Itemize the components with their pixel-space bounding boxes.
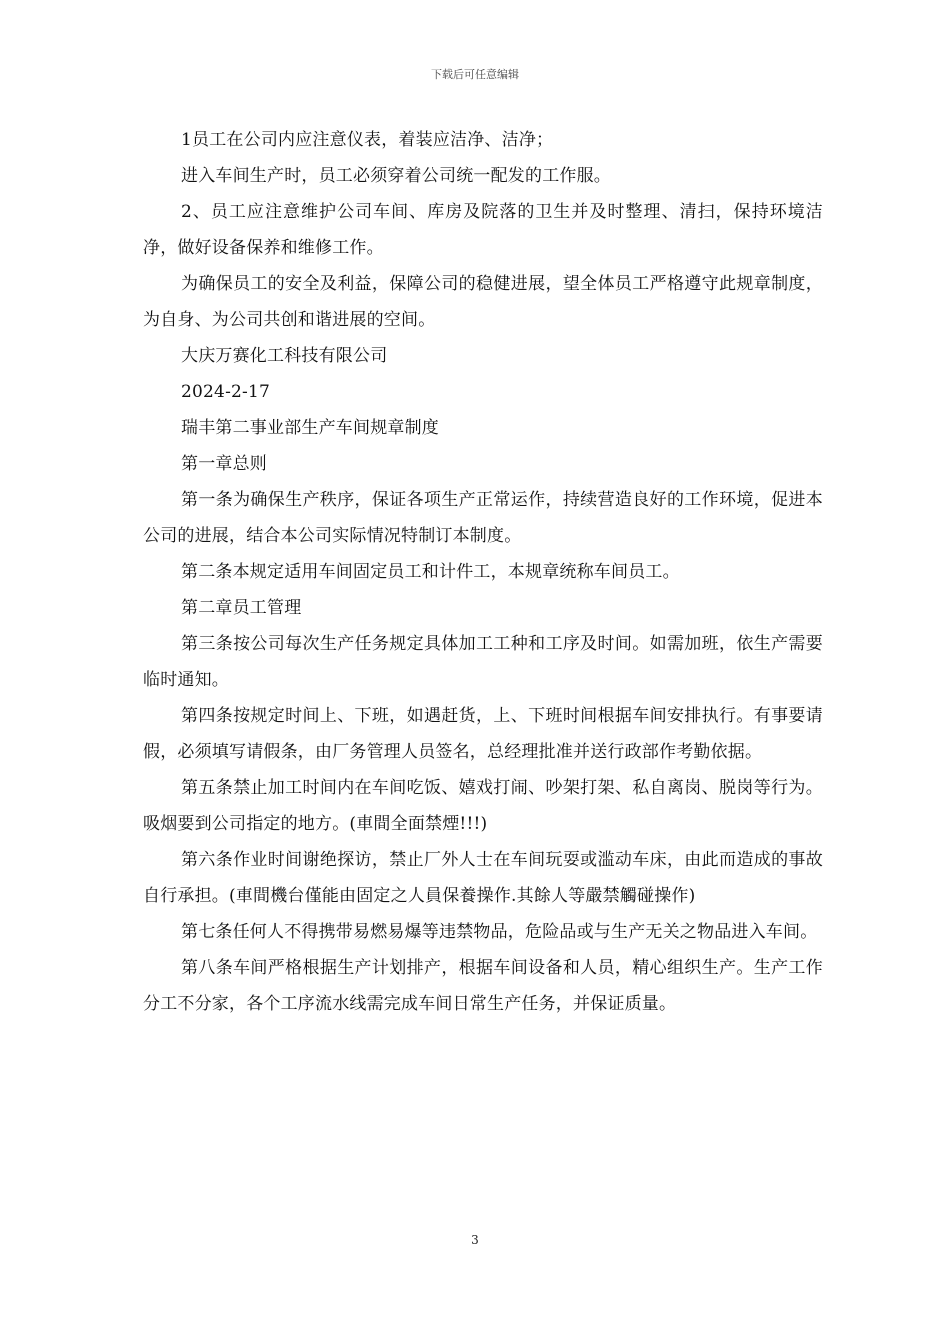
paragraph: 第三条按公司每次生产任务规定具体加工工种和工序及时间。如需加班，依生产需要临时通知。 <box>143 634 823 690</box>
page-header: 下载后可任意编辑 <box>431 68 519 81</box>
paragraph: 第一条为确保生产秩序，保证各项生产正常运作，持续营造良好的工作环境，促进本公司的进展，结合本公司实际情况特制订本制度。 <box>143 490 823 546</box>
paragraph: 第二条本规定适用车间固定员工和计件工，本规章统称车间员工。 <box>181 562 680 582</box>
paragraph: 为确保员工的安全及利益，保障公司的稳健进展，望全体员工严格遵守此规章制度，为自身、为公司共创和谐进展的空间。 <box>143 274 823 330</box>
paragraph: 第六条作业时间谢绝探访，禁止厂外人士在车间玩耍或滥动车床，由此而造成的事故自行承担。(車間機台僅能由固定之人員保養操作.其餘人等嚴禁觸碰操作) <box>143 850 823 906</box>
page-number: 3 <box>471 1233 479 1247</box>
chapter-heading: 第二章员工管理 <box>181 598 302 618</box>
document-body <box>143 122 823 1022</box>
paragraph: 2、员工应注意维护公司车间、库房及院落的卫生并及时整理、清扫，保持环境洁净，做好设备保养和维修工作。 <box>143 202 823 258</box>
paragraph: 第八条车间严格根据生产计划排产，根据车间设备和人员，精心组织生产。生产工作分工不分家，各个工序流水线需完成车间日常生产任务，并保证质量。 <box>143 958 823 1014</box>
paragraph: 第四条按规定时间上、下班，如遇赶货，上、下班时间根据车间安排执行。有事要请假，必须填写请假条，由厂务管理人员签名，总经理批准并送行政部作考勤依据。 <box>143 706 823 762</box>
company-name: 大庆万赛化工科技有限公司 <box>181 346 388 366</box>
paragraph: 1员工在公司内应注意仪表，着装应洁净、洁净； <box>181 130 554 150</box>
paragraph: 进入车间生产时，员工必须穿着公司统一配发的工作服。 <box>181 166 611 186</box>
chapter-heading: 第一章总则 <box>181 454 267 474</box>
section-title: 瑞丰第二事业部生产车间规章制度 <box>181 418 439 438</box>
paragraph: 第七条任何人不得携带易燃易爆等违禁物品，危险品或与生产无关之物品进入车间。 <box>181 922 818 942</box>
document-date: 2024-2-17 <box>181 382 270 402</box>
paragraph: 第五条禁止加工时间内在车间吃饭、嬉戏打闹、吵架打架、私自离岗、脱岗等行为。吸烟要到公司指定的地方。(車間全面禁煙!!!) <box>143 778 823 834</box>
